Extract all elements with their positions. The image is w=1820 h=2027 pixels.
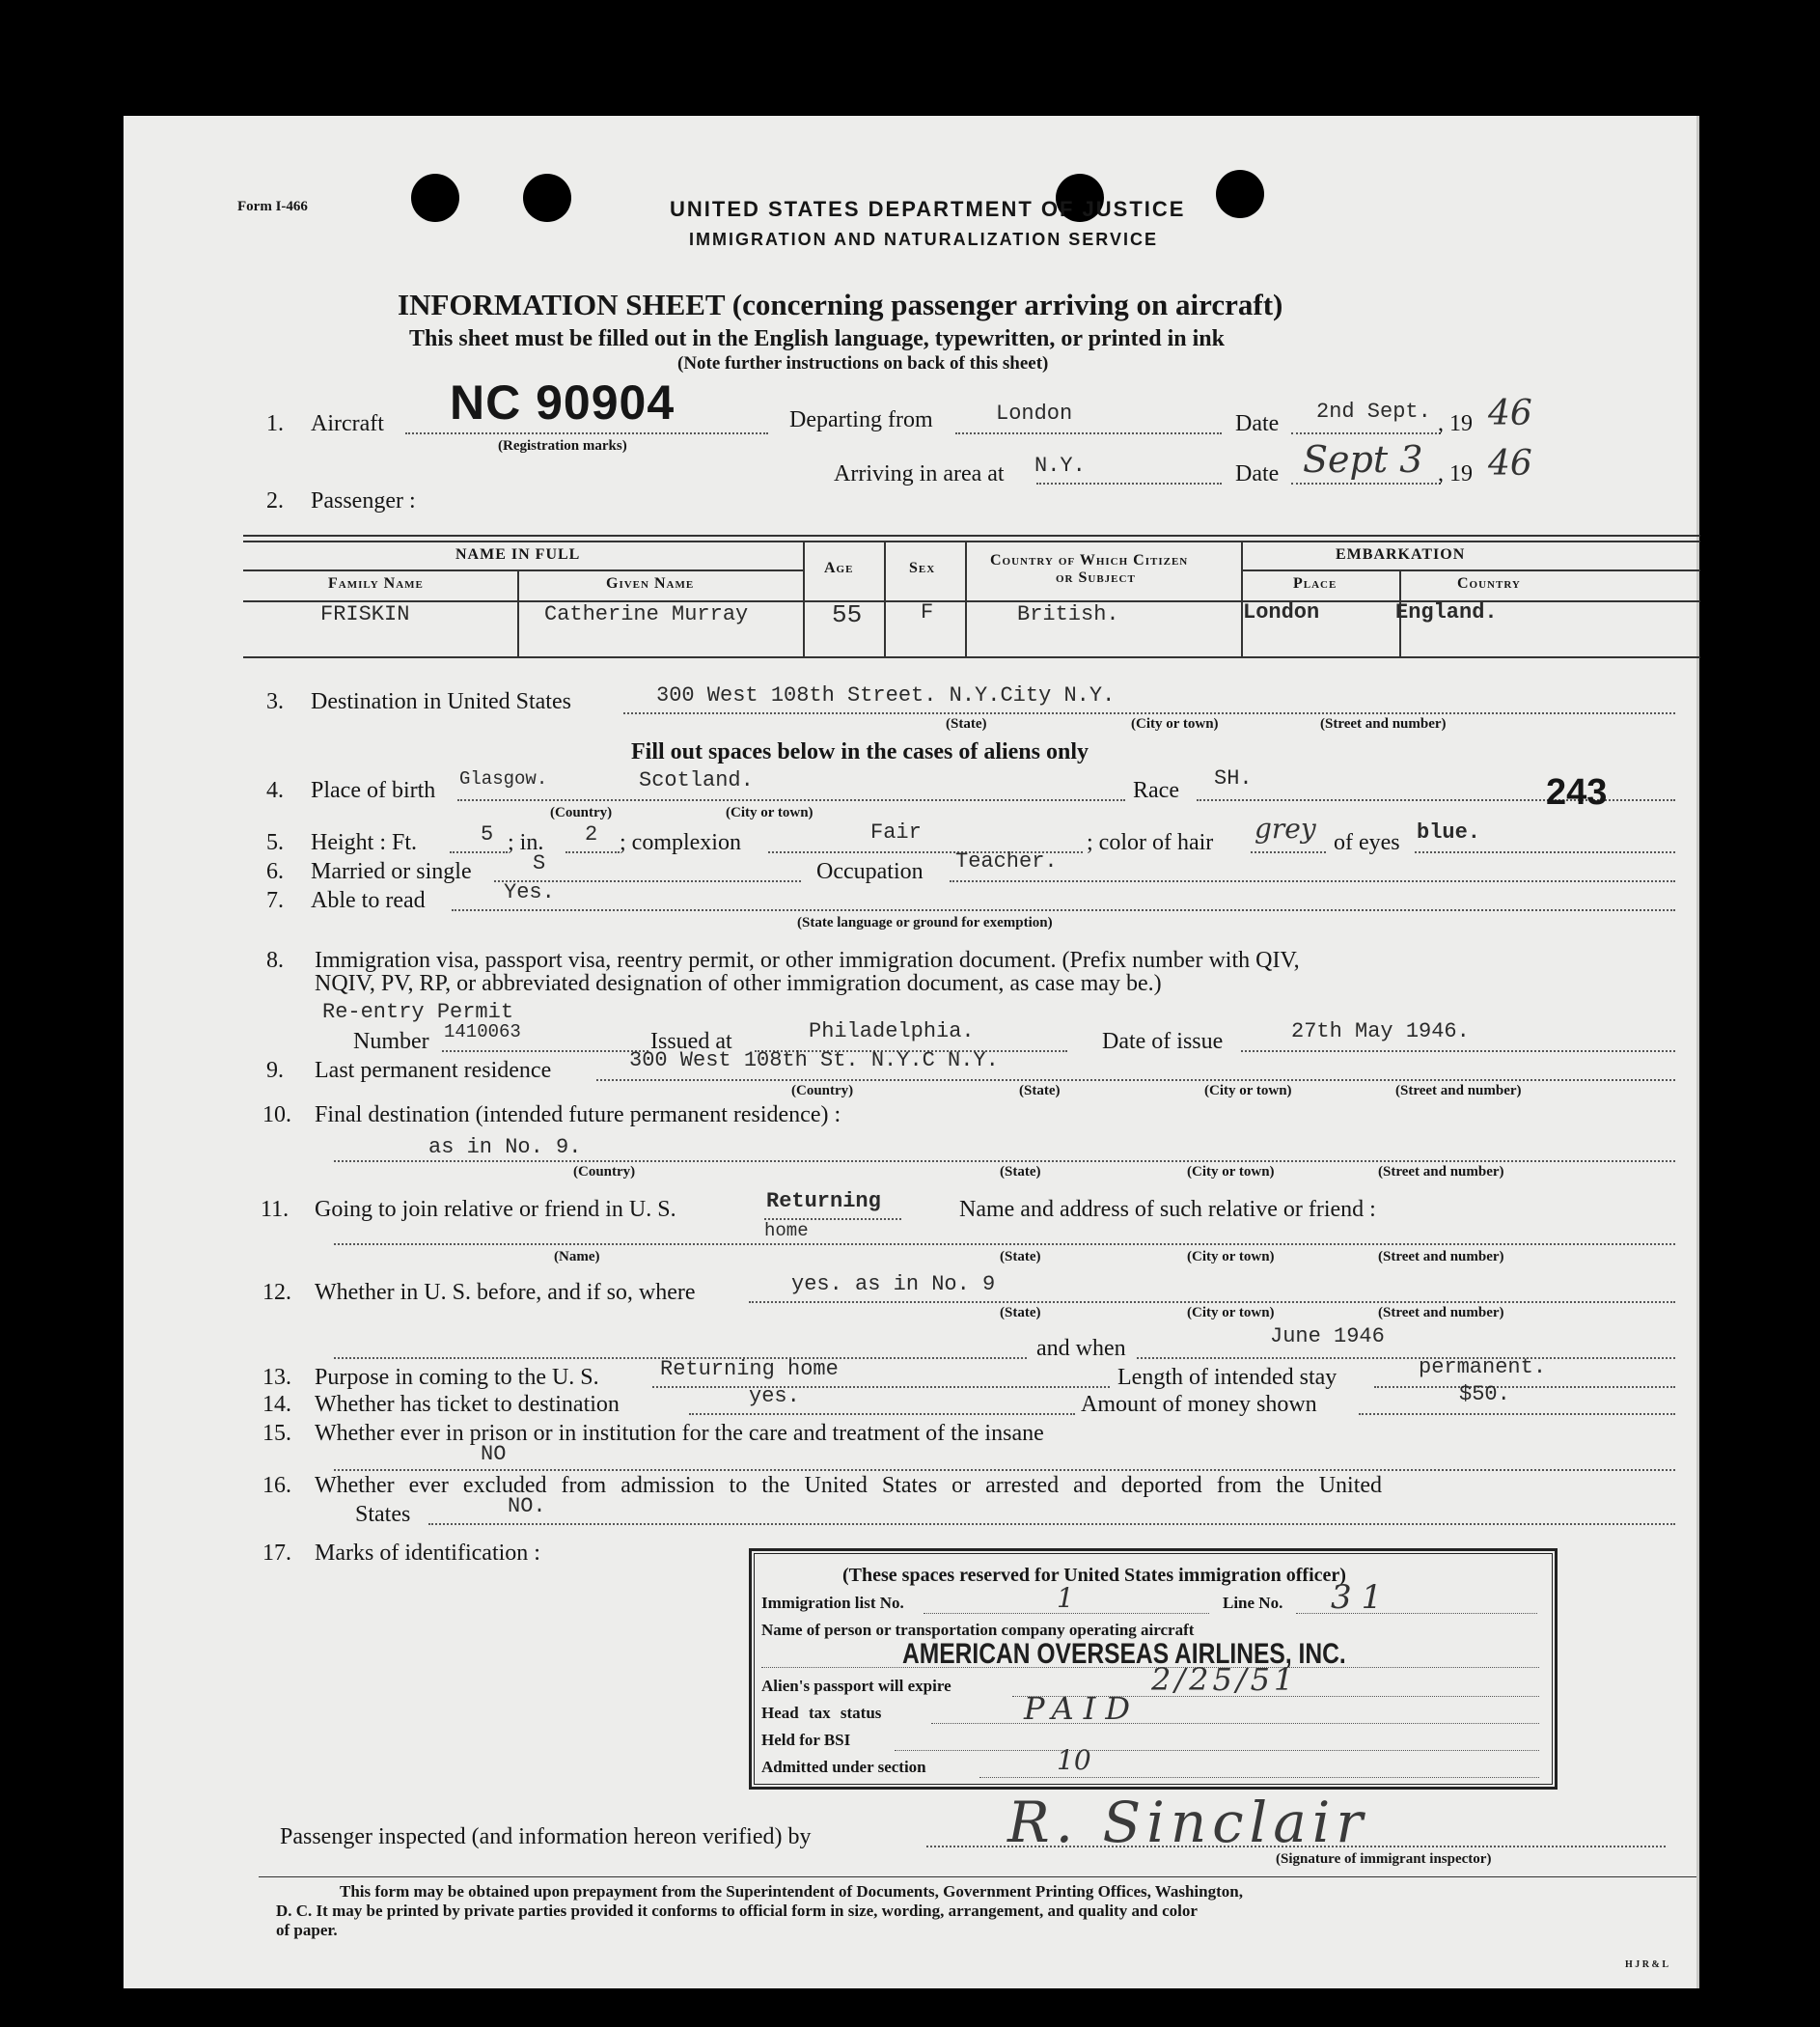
officer-box-title: (These spaces reserved for United States immigration officer) bbox=[842, 1565, 1346, 1586]
item-number: 16. bbox=[262, 1473, 291, 1498]
arriving-line bbox=[1036, 483, 1222, 485]
ticket-label: Whether has ticket to destination bbox=[315, 1392, 620, 1417]
item-number: 14. bbox=[262, 1392, 291, 1417]
issued-value: Philadelphia. bbox=[809, 1019, 975, 1043]
line-no-label: Line No. bbox=[1223, 1594, 1283, 1612]
destination-value: 300 West 108th Street. N.Y.City N.Y. bbox=[656, 683, 1116, 708]
form-note: (Note further instructions on back of this sheet) bbox=[677, 353, 1049, 374]
caption-state: (State) bbox=[1000, 1305, 1041, 1320]
in-line bbox=[565, 851, 620, 853]
date-line bbox=[1291, 432, 1441, 434]
inspector-signature: R. Sinclair bbox=[1007, 1790, 1369, 1855]
aircraft-label: Aircraft bbox=[311, 411, 384, 436]
hair-line bbox=[1251, 851, 1326, 853]
table-rule bbox=[1241, 541, 1243, 656]
year2-value: 46 bbox=[1488, 444, 1532, 484]
head-tax-value: PAID bbox=[1024, 1690, 1140, 1727]
document-instructions-2: NQIV, PV, RP, or abbreviated designation of other immigration document, as case may be.) bbox=[315, 971, 1162, 996]
item-number: 5. bbox=[266, 830, 284, 855]
line-no-value: 31 bbox=[1331, 1578, 1393, 1617]
birth-line bbox=[457, 799, 1125, 801]
last-residence-label: Last permanent residence bbox=[315, 1058, 552, 1083]
bsi-line bbox=[895, 1750, 1539, 1751]
prison-line bbox=[334, 1469, 1675, 1471]
occupation-value: Teacher. bbox=[955, 849, 1058, 874]
caption-city: (City or town) bbox=[1187, 1164, 1275, 1180]
table-rule bbox=[243, 535, 1700, 537]
page-stamp: 243 bbox=[1546, 772, 1608, 813]
when-label: and when bbox=[1036, 1336, 1126, 1361]
item-number: 4. bbox=[266, 778, 284, 803]
occupation-label: Occupation bbox=[816, 859, 924, 884]
form-title: INFORMATION SHEET (concerning passenger arriving on aircraft) bbox=[398, 288, 1283, 321]
item-number: 9. bbox=[266, 1058, 284, 1083]
caption-city: (City or town) bbox=[1187, 1249, 1275, 1264]
embark-country-cell: England. bbox=[1395, 600, 1498, 625]
money-label: Amount of money shown bbox=[1081, 1392, 1317, 1417]
doc-number-value: 1410063 bbox=[444, 1021, 521, 1042]
in-value: 2 bbox=[585, 822, 598, 847]
document-type-value: Re-entry Permit bbox=[322, 1000, 514, 1024]
company-stamp: AMERICAN OVERSEAS AIRLINES, INC. bbox=[902, 1638, 1346, 1670]
age-cell: 55 bbox=[832, 600, 863, 629]
item-number: 12. bbox=[262, 1280, 291, 1305]
date2-label: Date bbox=[1235, 461, 1280, 486]
when-value: June 1946 bbox=[1270, 1324, 1385, 1348]
caption-state: (State) bbox=[1000, 1164, 1041, 1180]
embark-place-cell: London bbox=[1243, 600, 1320, 625]
purpose-line bbox=[652, 1386, 1110, 1388]
footer-line-3: of paper. bbox=[276, 1921, 338, 1939]
caption-street: (Street and number) bbox=[1395, 1083, 1522, 1098]
eyes-line bbox=[1415, 851, 1675, 853]
destination-label: Destination in United States bbox=[311, 689, 571, 714]
arriving-value: N.Y. bbox=[1034, 454, 1086, 478]
year-value: 46 bbox=[1488, 394, 1532, 433]
passport-expire-value: 2/25/51 bbox=[1151, 1661, 1298, 1698]
footer-line-1: This form may be obtained upon prepayment from the Superintendent of Documents, Government Printing Offices, Washington, bbox=[340, 1882, 1243, 1901]
list-no-label: Immigration list No. bbox=[761, 1594, 904, 1612]
passport-expire-label: Alien's passport will expire bbox=[761, 1677, 951, 1695]
ticket-line bbox=[689, 1413, 1075, 1415]
in-label: ; in. bbox=[508, 830, 544, 855]
document-instructions-1: Immigration visa, passport visa, reentry permit, or other immigration document. (Prefix number with QIV, bbox=[315, 948, 1300, 973]
stay-value: permanent. bbox=[1419, 1355, 1547, 1379]
us-before-line bbox=[749, 1301, 1675, 1303]
last-residence-value: 300 West 108th St. N.Y.C N.Y. bbox=[629, 1048, 999, 1072]
company-label: Name of person or transportation company operating aircraft bbox=[761, 1621, 1195, 1639]
us-before-label: Whether in U. S. before, and if so, where bbox=[315, 1280, 696, 1305]
excluded-line bbox=[428, 1523, 1675, 1525]
money-line bbox=[1359, 1413, 1675, 1415]
caption-country: (Country) bbox=[573, 1164, 636, 1180]
bsi-label: Held for BSI bbox=[761, 1731, 851, 1749]
table-rule bbox=[243, 541, 1700, 542]
caption-state: (State) bbox=[946, 716, 987, 732]
caption-city: (City or town) bbox=[726, 805, 813, 820]
money-value: $50. bbox=[1459, 1382, 1510, 1406]
caption-country: (Country) bbox=[791, 1083, 854, 1098]
excluded-value: NO. bbox=[508, 1494, 546, 1518]
caption-city: (City or town) bbox=[1204, 1083, 1292, 1098]
given-name-header: Given Name bbox=[606, 575, 695, 592]
country-header: Country bbox=[1457, 575, 1521, 592]
read-label: Able to read bbox=[311, 888, 426, 913]
year-prefix: , 19 bbox=[1438, 411, 1473, 436]
caption-street: (Street and number) bbox=[1378, 1164, 1504, 1180]
footer-rule bbox=[259, 1876, 1696, 1877]
aliens-only-heading: Fill out spaces below in the cases of aliens only bbox=[631, 739, 1089, 764]
sex-cell: F bbox=[921, 600, 934, 625]
departing-value: London bbox=[996, 402, 1073, 426]
eyes-value: blue. bbox=[1417, 820, 1481, 845]
item-number: 10. bbox=[262, 1102, 291, 1127]
date-issue-line bbox=[1241, 1050, 1675, 1052]
aircraft-line bbox=[405, 432, 768, 434]
date-issue-value: 27th May 1946. bbox=[1291, 1019, 1470, 1043]
ticket-value: yes. bbox=[749, 1384, 800, 1408]
table-rule bbox=[884, 541, 886, 656]
prison-label: Whether ever in prison or in institution for the care and treatment of the insane bbox=[315, 1421, 1044, 1446]
birth-label: Place of birth bbox=[311, 778, 436, 803]
final-destination-label: Final destination (intended future permanent residence) : bbox=[315, 1102, 841, 1127]
date2-line bbox=[1291, 483, 1441, 485]
table-rule bbox=[803, 541, 805, 656]
citizen-cell: British. bbox=[1017, 602, 1119, 626]
item-number: 17. bbox=[262, 1541, 291, 1566]
read-value: Yes. bbox=[504, 880, 555, 904]
hair-label: ; color of hair bbox=[1087, 830, 1214, 855]
age-header: Age bbox=[824, 560, 854, 576]
list-no-value: 1 bbox=[1057, 1582, 1074, 1614]
form-sheet bbox=[124, 116, 1699, 1988]
officer-box bbox=[749, 1548, 1558, 1790]
footer-line-2: D. C. It may be printed by private parties provided it conforms to official form in size, wording, arrangement, and quality and color bbox=[276, 1902, 1198, 1920]
date2-value: Sept 3 bbox=[1303, 438, 1423, 481]
family-name-header: Family Name bbox=[328, 575, 424, 592]
marks-label: Marks of identification : bbox=[315, 1541, 540, 1566]
punch-hole-2 bbox=[523, 174, 571, 222]
date-label: Date bbox=[1235, 411, 1280, 436]
item-number: 13. bbox=[262, 1365, 291, 1390]
family-name-cell: FRISKIN bbox=[320, 602, 410, 626]
embarkation-header: EMBARKATION bbox=[1336, 546, 1466, 563]
final-destination-value: as in No. 9. bbox=[428, 1135, 582, 1159]
join-relative-label: Going to join relative or friend in U. S. bbox=[315, 1197, 676, 1222]
service-heading: IMMIGRATION AND NATURALIZATION SERVICE bbox=[689, 230, 1158, 249]
punch-hole-4 bbox=[1216, 170, 1264, 218]
prison-value: NO bbox=[481, 1442, 507, 1466]
table-rule bbox=[965, 541, 967, 656]
date-value: 2nd Sept. bbox=[1316, 400, 1431, 424]
join-relative-value: Returning bbox=[766, 1189, 881, 1213]
read-line bbox=[452, 909, 1675, 911]
form-id: Form I-466 bbox=[237, 199, 308, 214]
section-label: Admitted under section bbox=[761, 1758, 926, 1776]
caption-street: (Street and number) bbox=[1378, 1305, 1504, 1320]
section-line bbox=[979, 1777, 1539, 1778]
race-value: SH. bbox=[1214, 766, 1253, 791]
ft-line bbox=[450, 851, 508, 853]
table-rule bbox=[243, 656, 1700, 658]
item-number: 1. bbox=[266, 411, 284, 436]
when-line bbox=[1137, 1357, 1675, 1359]
printer-code: H J R & L bbox=[1625, 1959, 1668, 1970]
punch-hole-1 bbox=[411, 174, 459, 222]
caption-street: (Street and number) bbox=[1320, 716, 1447, 732]
purpose-label: Purpose in coming to the U. S. bbox=[315, 1365, 599, 1390]
us-before-value: yes. as in No. 9 bbox=[791, 1272, 996, 1296]
table-rule bbox=[517, 571, 519, 656]
citizen-header: Country of Which Citizen bbox=[990, 552, 1189, 569]
date-issue-label: Date of issue bbox=[1102, 1029, 1224, 1054]
birth-city-value: Glasgow. bbox=[459, 768, 548, 790]
married-label: Married or single bbox=[311, 859, 472, 884]
year2-prefix: , 19 bbox=[1438, 461, 1473, 486]
last-residence-line bbox=[596, 1079, 1675, 1081]
given-name-cell: Catherine Murray bbox=[544, 602, 749, 626]
destination-line bbox=[623, 712, 1675, 714]
item-number: 11. bbox=[261, 1197, 290, 1222]
final-destination-line bbox=[334, 1160, 1675, 1162]
complexion-label: ; complexion bbox=[620, 830, 741, 855]
complexion-value: Fair bbox=[870, 820, 922, 845]
excluded-label-2: States bbox=[355, 1502, 411, 1527]
hair-value: grey bbox=[1255, 813, 1316, 845]
section-value: 10 bbox=[1057, 1744, 1091, 1776]
race-label: Race bbox=[1133, 778, 1179, 803]
married-value: S bbox=[533, 851, 546, 875]
caption-name: (Name) bbox=[554, 1249, 600, 1264]
stay-line bbox=[1374, 1386, 1675, 1388]
registration-caption: (Registration marks) bbox=[498, 438, 627, 454]
eyes-label: of eyes bbox=[1334, 830, 1400, 855]
ft-value: 5 bbox=[481, 822, 494, 847]
read-caption: (State language or ground for exemption) bbox=[797, 915, 1053, 930]
department-heading: UNITED STATES DEPARTMENT OF JUSTICE bbox=[670, 197, 1186, 221]
departing-line bbox=[955, 432, 1222, 434]
passenger-label: Passenger : bbox=[311, 488, 416, 514]
subject-header: or Subject bbox=[1056, 569, 1136, 586]
purpose-value: Returning home bbox=[660, 1357, 839, 1381]
caption-city: (City or town) bbox=[1187, 1305, 1275, 1320]
item-number: 7. bbox=[266, 888, 284, 913]
caption-state: (State) bbox=[1000, 1249, 1041, 1264]
place-header: Place bbox=[1293, 575, 1337, 592]
form-subtitle: This sheet must be filled out in the English language, typewritten, or printed in ink bbox=[409, 326, 1225, 351]
item-number: 15. bbox=[262, 1421, 291, 1446]
doc-number-line bbox=[442, 1050, 648, 1052]
item-number: 8. bbox=[266, 948, 284, 973]
caption-state: (State) bbox=[1019, 1083, 1061, 1098]
relative-name-label: Name and address of such relative or friend : bbox=[959, 1197, 1376, 1222]
occupation-line bbox=[950, 880, 1675, 882]
caption-street: (Street and number) bbox=[1378, 1249, 1504, 1264]
caption-city: (City or town) bbox=[1131, 716, 1219, 732]
head-tax-label: Head tax status bbox=[761, 1704, 882, 1722]
item-number: 2. bbox=[266, 488, 284, 514]
table-rule bbox=[1241, 569, 1700, 571]
item-number: 6. bbox=[266, 859, 284, 884]
aircraft-value: NC 90904 bbox=[450, 375, 676, 430]
relative-line bbox=[334, 1243, 1675, 1245]
sex-header: Sex bbox=[909, 560, 936, 576]
doc-number-label: Number bbox=[353, 1029, 429, 1054]
item-number: 3. bbox=[266, 689, 284, 714]
issued-label: Issued at bbox=[650, 1029, 732, 1054]
caption-country: (Country) bbox=[550, 805, 613, 820]
stay-label: Length of intended stay bbox=[1117, 1365, 1337, 1390]
join-relative-value2: home bbox=[764, 1220, 809, 1241]
name-in-full-header: NAME IN FULL bbox=[455, 546, 581, 563]
excluded-label-1: Whether ever excluded from admission to the United States or arrested and deported from the United bbox=[315, 1473, 1383, 1498]
height-label: Height : Ft. bbox=[311, 830, 418, 855]
birth-country-value: Scotland. bbox=[639, 768, 754, 792]
inspected-label: Passenger inspected (and information hereon verified) by bbox=[280, 1824, 812, 1849]
departing-label: Departing from bbox=[789, 407, 933, 432]
signature-caption: (Signature of immigrant inspector) bbox=[1276, 1851, 1492, 1867]
table-rule bbox=[243, 569, 803, 571]
head-tax-line bbox=[931, 1723, 1539, 1724]
arriving-label: Arriving in area at bbox=[834, 461, 1005, 486]
